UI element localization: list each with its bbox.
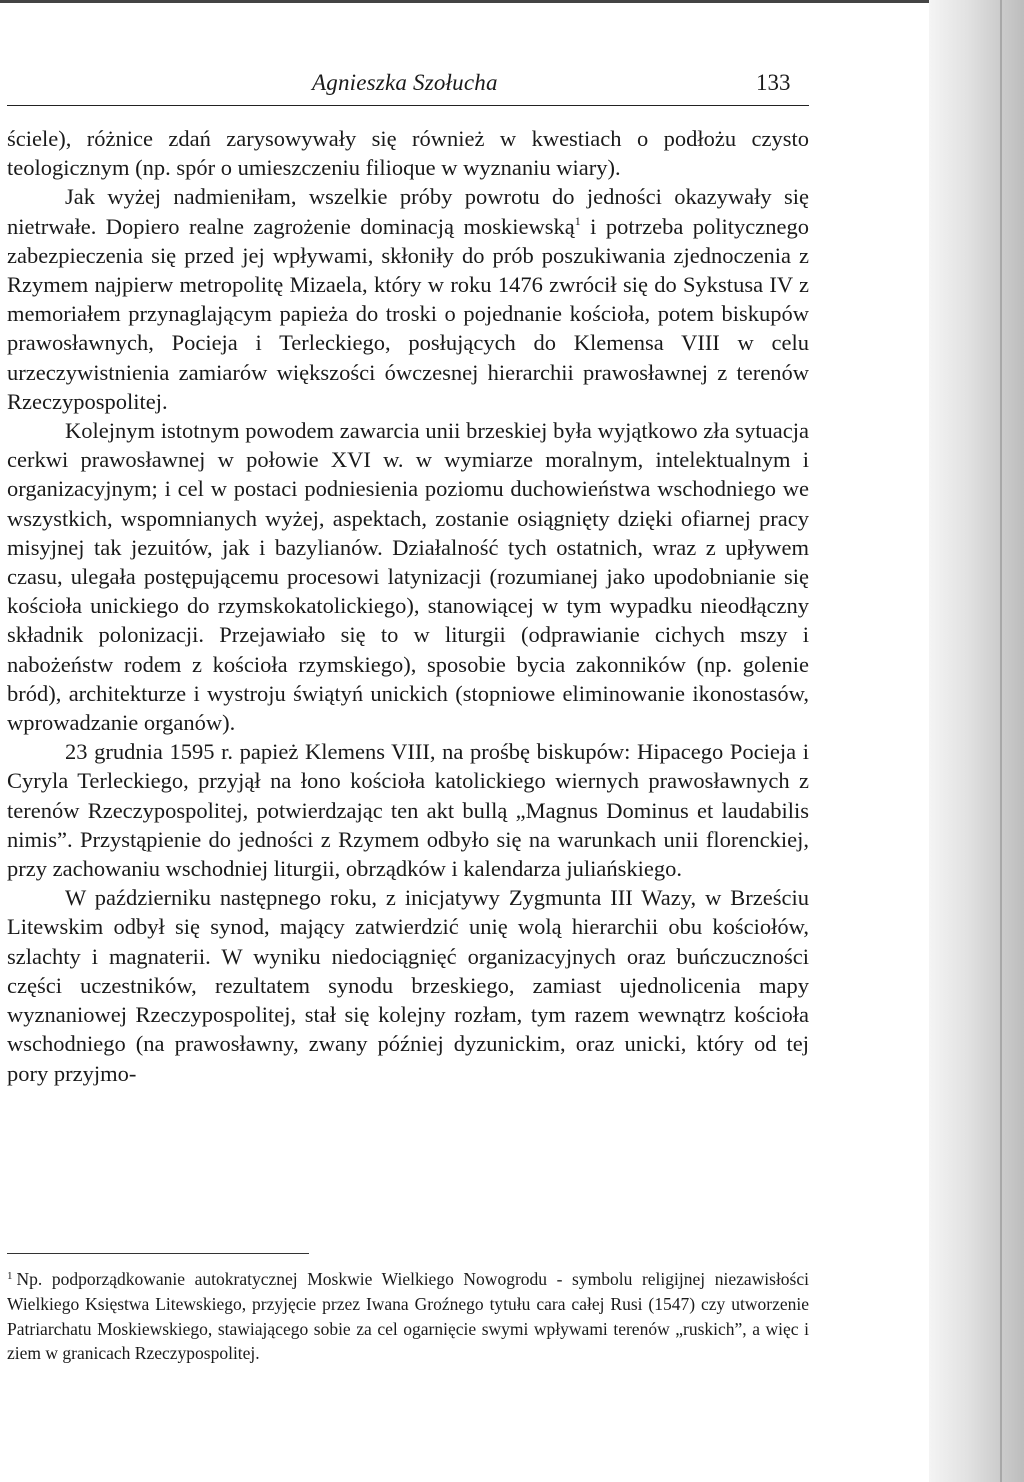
paragraph-2 bbox=[7, 182, 809, 416]
scan-top-edge bbox=[0, 0, 1024, 3]
running-head-author: Agnieszka Szołucha bbox=[312, 70, 498, 95]
paragraph-5: W październiku następnego roku, z inicjatywy Zygmunta III Wazy, w Brześciu Litewskim odbył się synod, mający zatwierdzić unię wolą hierarchii obu kościołów, szlachty i magnaterii. W wyniku niedociągnięć organizacyjnych oraz buńczuczności części uczestników, rezultatem synodu brzeskiego, zamiast ujednolicenia mapy wyznaniowej Rzeczypospolitej, stał się kolejny rozłam, tym razem wewnątrz kościoła wschodniego (na prawosławny, zwany później dyzunickim, oraz unicki, który od tej pory przyjmo- bbox=[7, 885, 809, 1086]
paragraph-2-text-a: Jak wyżej nadmieniłam, wszelkie próby powrotu do jedności okazywały się nietrwałe. Dopiero realne zagrożenie dominacją moskiewską bbox=[7, 184, 809, 239]
book-binding-edge bbox=[929, 0, 1024, 1482]
paragraph-1 bbox=[7, 124, 809, 182]
footnote-text: Np. podporządkowanie autokratycznej Moskwie Wielkiego Nowogrodu - symbolu religijnej niezawisłości Wielkiego Księstwa Litewskiego, przyjęcie przez Iwana Groźnego tytułu cara całej Rusi (1547) czy utworzenie Patriarchatu Moskiewskiego, stawiającego sobie za cel ogarnięcie swymi wpływami terenów „ruskich”, a więc i ziem w granicach Rzeczypospolitej. bbox=[7, 1269, 809, 1364]
footnote bbox=[7, 1267, 809, 1366]
paragraph-2-text-b: i potrzeba politycznego zabezpieczenia się przed jej wpływami, skłoniły do prób poszukiwania zjednoczenia z Rzymem najpierw metropolitę Mizaela, który w roku 1476 zwrócił się do Sykstusa IV z memoriałem przynaglającym papieża do troski o pojednanie kościoła, potem biskupów prawosławnych, Pocieja i Terleckiego, posłujących do Klemensa VIII w celu urzeczywistnienia zamiarów większości ówczesnej hierarchii prawosławnej z terenów Rzeczypospolitej. bbox=[7, 213, 810, 414]
paragraph-3: Kolejnym istotnym powodem zawarcia unii brzeskiej była wyjątkowo zła sytuacja cerkwi prawosławnej w połowie XVI w. w wymiarze moralnym, intelektualnym i organizacyjnym; i cel w postaci podniesienia poziomu duchowieństwa wschodniego we wszystkich, wspomnianych wyżej, aspektach, zostanie osiągnięty dzięki ofiarnej pracy misyjnej tak jezuitów, jak i bazylianów. Działalność tych ostatnich, wraz z upływem czasu, ulegała postępującemu procesowi latynizacji (rozumianej jako upodobnianie się kościoła unickiego do rzymskokatolickiego), stanowiącej w tym wypadku nieodłączny składnik polonizacji. Przejawiało się to w liturgii (odprawianie cichych mszy i nabożeństw rodem z kościoła rzymskiego), sposobie bycia zakonników (np. golenie bród), architekturze i wystroju świątyń unickich (stopniowe eliminowanie ikonostasów, wprowadzanie organów). bbox=[7, 418, 809, 736]
footnote-marker: 1 bbox=[7, 1270, 13, 1282]
page-header bbox=[0, 70, 810, 104]
paragraph-1-text: ściele), różnice zdań zarysowywały się również w kwestiach o podłożu czysto teologicznym (np. spór o umieszczeniu filioque w wyznaniu wiary). bbox=[7, 126, 809, 181]
main-text bbox=[7, 124, 809, 1088]
paragraph-4: 23 grudnia 1595 r. papież Klemens VIII, na prośbę biskupów: Hipacego Pocieja i Cyryla Terleckiego, przyjął na łono kościoła katolickiego wiernych prawosławnych z terenów Rzeczypospolitej, potwierdzając ten akt bullą „Magnus Dominus et laudabilis nimis”. Przystąpienie do jedności z Rzymem odbyło się na warunkach unii florenckiej, przy zachowaniu wschodniej liturgii, obrządków i kalendarza juliańskiego. bbox=[7, 739, 809, 882]
footnote-reference[interactable]: 1 bbox=[574, 213, 581, 228]
page-number: 133 bbox=[756, 70, 791, 95]
footnote-rule bbox=[7, 1253, 309, 1254]
header-rule bbox=[7, 105, 809, 106]
